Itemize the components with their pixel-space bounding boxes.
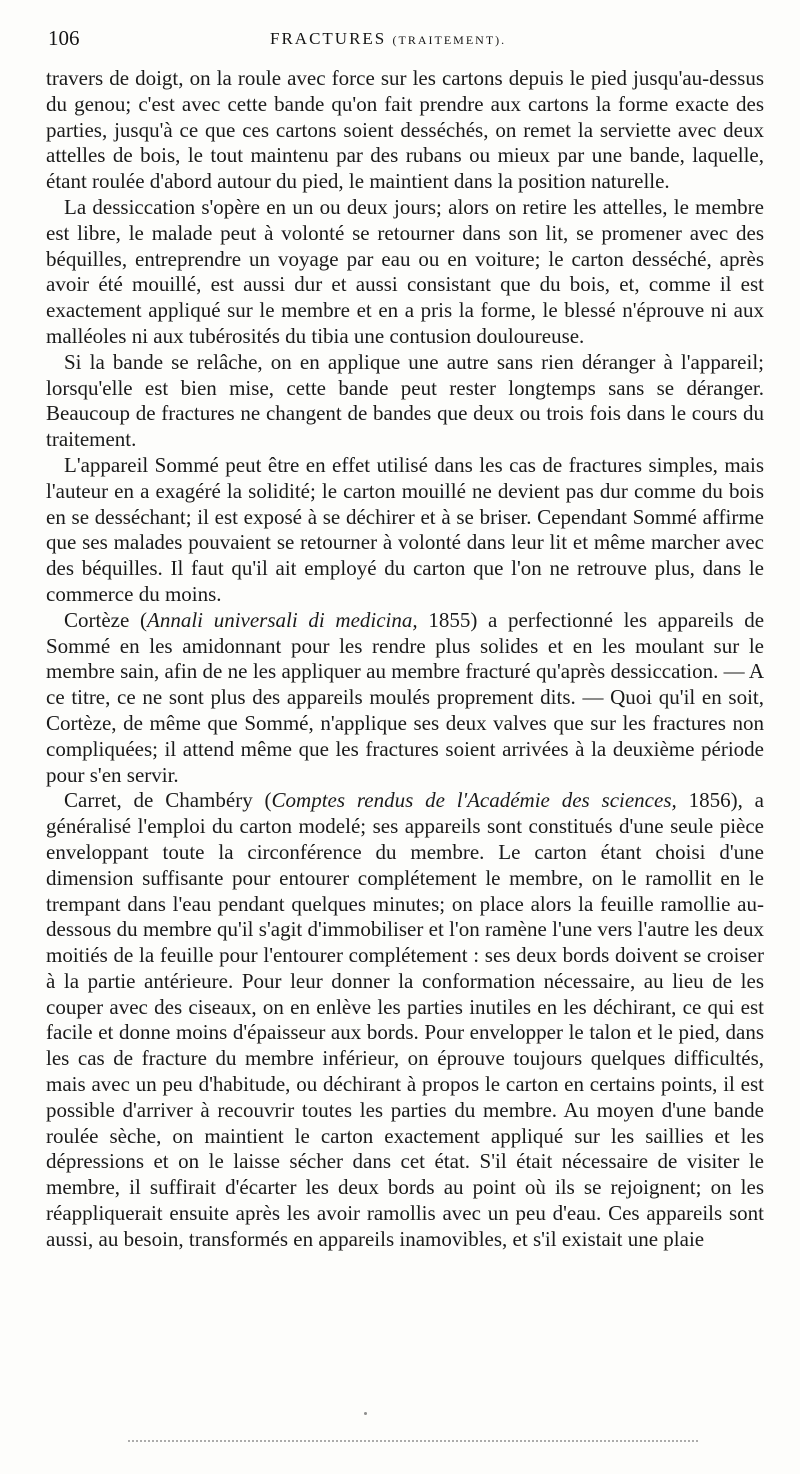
paragraph-3: Si la bande se relâche, on en applique une autre sans rien déranger à l'appareil; lorsqu'elle est bien mise, cette bande peut rester longtemps sans se déranger. Beaucoup de fractures ne changent de bandes que deux ou trois fois dans le cours du traitement. [46, 349, 764, 452]
paragraph-6-rest: 1856), a généralisé l'emploi du carton modelé; ses appareils sont constitués d'une seule pièce enveloppant toute la circonférence du membre. Le carton étant choisi d'une dimension suffisante pour entourer complétement le membre, on le ramollit en le trempant dans l'eau pendant quelques minutes; on place alors la feuille ramollie au-dessous du membre qu'il s'agit d'immobiliser et l'on ramène l'une vers l'autre les deux moitiés de la feuille pour l'entourer complétement : ses deux bords doivent se croiser à la partie antérieure. Pour leur donner la conformation nécessaire, au lieu de les couper avec des ciseaux, on en enlève les parties inutiles en les déchirant, ce qui est facile et donne moins d'épaisseur aux bords. Pour envelopper le talon et le pied, dans les cas de fracture du membre inférieur, on éprouve toujours quelques difficultés, mais avec un peu d'habitude, ou déchirant à propos le carton en certains points, il est possible d'arriver à recouvrir toutes les parties du membre. Au moyen d'une bande roulée sèche, on maintient le carton exactement appliqué sur les saillies et les dépressions et on le laisse sécher dans cet état. S'il était nécessaire de visiter le membre, il suffirait d'écarter les deux bords au point où ils se rejoignent; on les réappliquerait ensuite après les avoir ramollis avec un peu d'eau. Ces appareils sont aussi, au besoin, transformés en appareils inamovibles, et s'il existait une plaie [46, 788, 764, 1251]
footer-speck [364, 1412, 367, 1415]
citation-comptes-rendus: Comptes rendus de l'Académie des sciences, [271, 788, 677, 813]
paragraph-6 [46, 788, 764, 1252]
page-body [46, 66, 764, 1253]
page-number: 106 [48, 26, 80, 50]
paragraph-5-lead: Cortèze ( [64, 607, 147, 632]
paragraph-2: La dessiccation s'opère en un ou deux jours; alors on retire les attelles, le membre est libre, le malade peut à volonté se retourner dans son lit, se promener avec des béquilles, entreprendre un voyage par eau ou en voiture; le carton desséché, après avoir été mouillé, est aussi dur et aussi consistant que du bois, et, comme il est exactement appliqué sur le membre et en a pris la forme, le blessé n'éprouve ni aux malléoles ni aux tubérosités du tibia une contusion douloureuse. [46, 194, 764, 348]
running-head-title: FRACTURES [270, 29, 387, 48]
page-header [48, 26, 760, 56]
paragraph-5 [46, 608, 764, 789]
citation-annali: Annali universali di medicina, [147, 607, 418, 632]
running-head-subtitle: (TRAITEMENT). [392, 33, 507, 47]
paragraph-4: L'appareil Sommé peut être en effet utilisé dans les cas de fractures simples, mais l'auteur en a exagéré la solidité; le carton mouillé ne devient pas dur comme du bois en se desséchant; il est exposé à se déchirer et à se briser. Cependant Sommé affirme que ses malades pouvaient se retourner à volonté dans leur lit et même marcher avec des béquilles. Il faut qu'il ait employé du carton que l'on ne retrouve plus, dans le commerce du moins. [46, 452, 764, 606]
paragraph-5-rest: 1855) a perfectionné les appareils de Sommé en les amidonnant pour les rendre plus solides et en les moulant sur le membre sain, afin de ne les appliquer au membre fracturé qu'après dessiccation. — A ce titre, ce ne sont plus des appareils moulés proprement dits. — Quoi qu'il en soit, Cortèze, de même que Sommé, n'applique ses deux valves que sur les fractures non compliquées; il attend même que les fractures soient arrivées à la deuxième période pour s'en servir. [46, 607, 765, 787]
paragraph-6-lead: Carret, de Chambéry ( [64, 788, 272, 813]
footer-dotted-rule [128, 1440, 698, 1442]
paragraph-1: travers de doigt, on la roule avec force sur les cartons depuis le pied jusqu'au-dessus du genou; c'est avec cette bande qu'on fait prendre aux cartons la forme exacte des parties, jusqu'à ce que ces cartons soient desséchés, on remet la serviette avec deux attelles de bois, le tout maintenu par des rubans ou mieux par une bande, laquelle, étant roulée d'abord autour du pied, le maintient dans la position naturelle. [46, 66, 764, 194]
running-head [270, 29, 506, 49]
